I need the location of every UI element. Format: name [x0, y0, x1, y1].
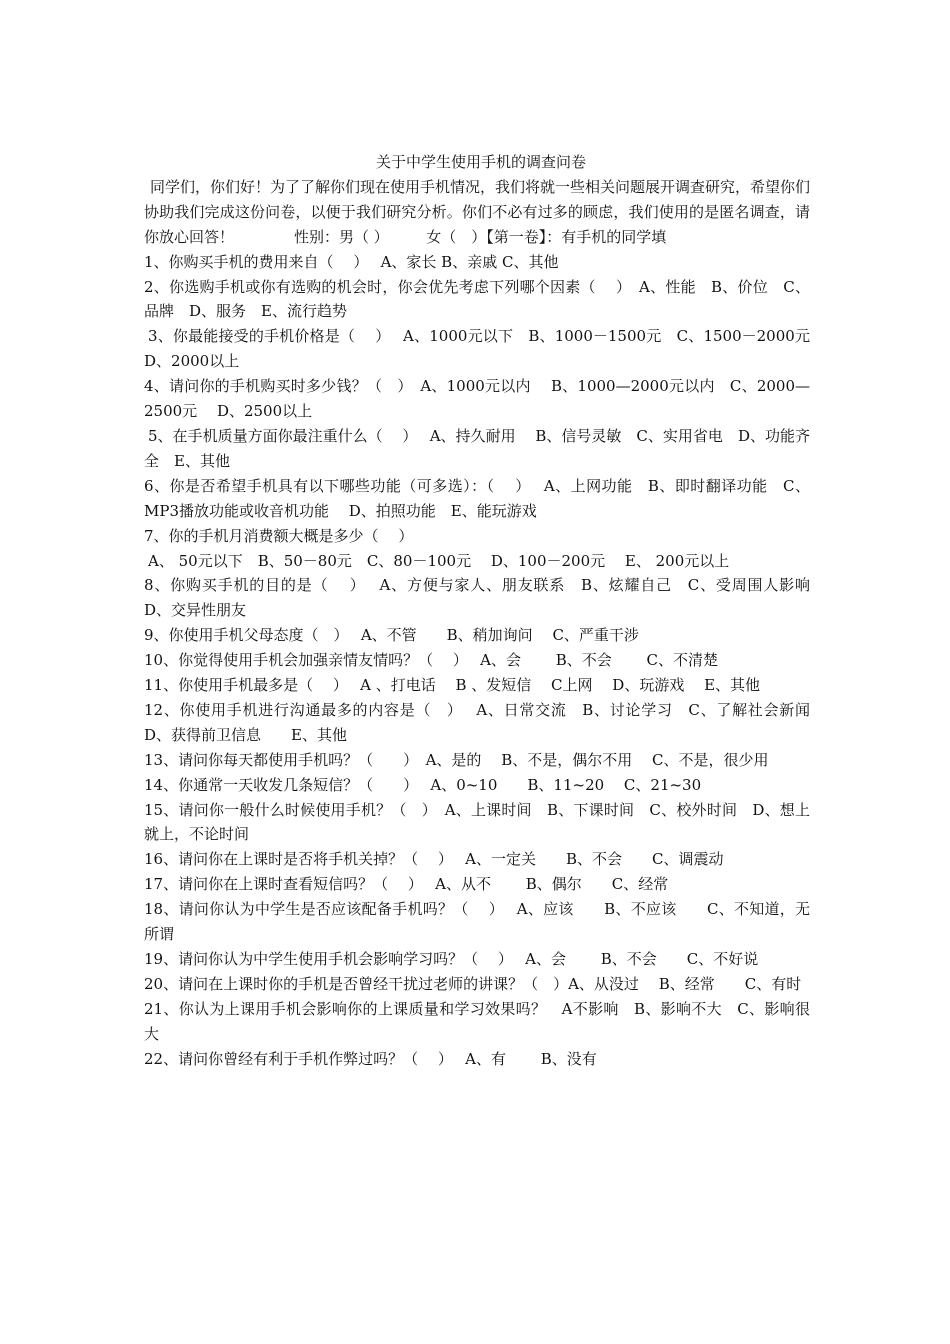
question-21: 21、你认为上课用手机会影响你的上课质量和学习效果吗？ A不影响 B、影响不大 C、影响很大 [144, 999, 810, 1043]
question-17: 17、请问你在上课时查看短信吗？（ ） A、从不 B、偶尔 C、经常 [144, 875, 669, 894]
question-15: 15、请问你一般什么时候使用手机？（ ） A、上课时间 B、下课时间 C、校外时间 D、想上就上，不论时间 [144, 800, 810, 844]
question-8: 8、你购买手机的目的是（ ） A、方便与家人、朋友联系 B、炫耀自己 C、受周围人影响 D、交异性朋友 [144, 576, 826, 620]
question-9: 9、你使用手机父母态度（ ） A、不管 B、稍加询问 C、严重干涉 [144, 626, 639, 645]
question-10: 10、你觉得使用手机会加强亲情友情吗？（ ） A、会 B、不会 C、不清楚 [144, 651, 718, 670]
question-7-options: A、 50元以下 B、50－80元 C、80－100元 D、100－200元 E、 200元以上 [148, 551, 730, 570]
question-13: 13、请问你每天都使用手机吗？（ ） A、是的 B、不是，偶尔不用 C、不是，很少用 [144, 750, 769, 769]
question-6: 6、你是否希望手机具有以下哪些功能（可多选）：（ ） A、上网功能 B、即时翻译功能 C、MP3播放功能或收音机功能 D、拍照功能 E、能玩游戏 [144, 476, 810, 520]
question-5: 5、在手机质量方面你最注重什么（ ） A、持久耐用 B、信号灵敏 C、实用省电 D、功能齐全 E、其他 [144, 426, 810, 470]
question-16: 16、请问你在上课时是否将手机关掉？（ ） A、一定关 B、不会 C、调震动 [144, 850, 724, 869]
survey-content [144, 150, 830, 1072]
question-3: 3、你最能接受的手机价格是（ ） A、1000元以下 B、1000－1500元 C、1500－2000元 D、2000以上 [144, 327, 826, 371]
question-20: 20、请问在上课时你的手机是否曾经干扰过老师的讲课？（ ）A、从没过 B、经常 C、有时 [144, 974, 802, 993]
question-18: 18、请问你认为中学生是否应该配备手机吗？（ ） A、应该 B、不应该 C、不知道，无所谓 [144, 900, 810, 944]
question-11: 11、你使用手机最多是（ ） A 、打电话 B 、发短信 C上网 D、玩游戏 E、其他 [144, 676, 761, 695]
question-14: 14、你通常一天收发几条短信？（ ） A、0~10 B、11~20 C、21~30 [144, 775, 702, 794]
question-7: 7、你的手机月消费额大概是多少（ ） [144, 526, 414, 545]
question-12: 12、你使用手机进行沟通最多的内容是（ ） A、日常交流 B、讨论学习 C、了解社会新闻 D、获得前卫信息 E、其他 [144, 700, 830, 744]
question-2: 2、你选购手机或你有选购的机会时，你会优先考虑下列哪个因素（ ） A、性能 B、价位 C、品牌 D、服务 E、流行趋势 [144, 277, 810, 321]
question-1: 1、你购买手机的费用来自（ ） A、家长 B、亲戚 C、其他 [144, 252, 559, 271]
question-22: 22、请问你曾经有利于手机作弊过吗？（ ） A、有 B、没有 [144, 1049, 597, 1068]
question-19: 19、请问你认为中学生使用手机会影响学习吗？（ ） A、会 B、不会 C、不好说 [144, 950, 759, 968]
question-4: 4、请问你的手机购买时多少钱？（ ） A、1000元以内 B、1000—2000元以内 C、2000—2500元 D、2500以上 [144, 377, 810, 421]
document-title: 关于中学生使用手机的调查问卷 [375, 153, 586, 171]
intro-paragraph: 同学们，你们好！为了了解你们现在使用手机情况，我们将就一些相关问题展开调查研究，希望你们协助我们完成这份问卷，以便于我们研究分析。你们不必有过多的顾虑，我们使用的是匿名调查，请你放心回答！ 性别：男（ ） 女（ ）【第一卷】：有手机的同学填 [144, 177, 811, 246]
